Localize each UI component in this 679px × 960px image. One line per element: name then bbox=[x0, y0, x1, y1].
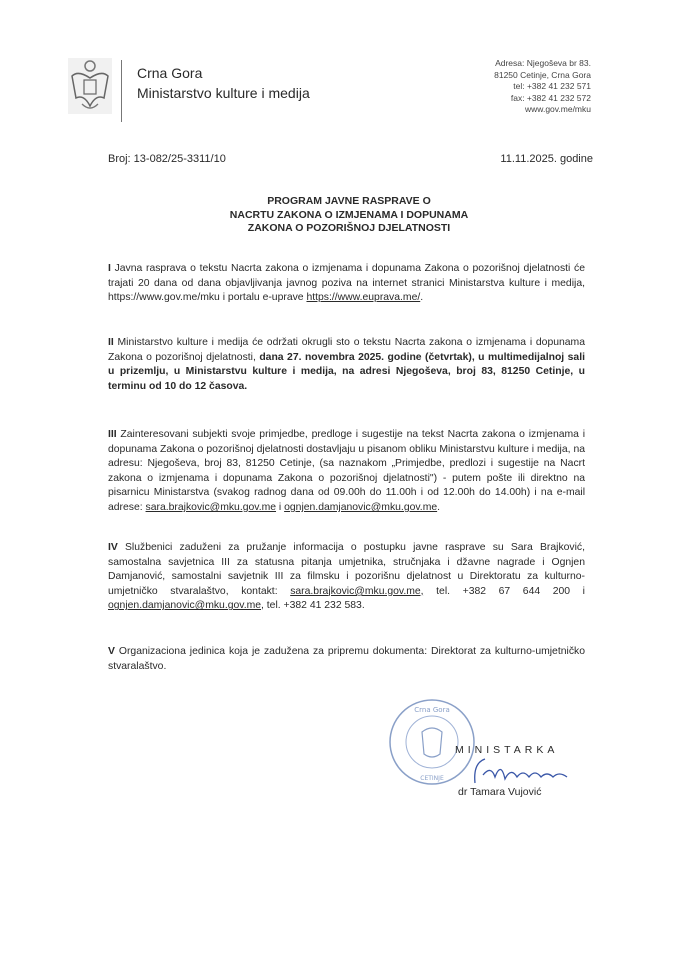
coat-of-arms-logo bbox=[68, 58, 112, 114]
phone-line: tel: +382 41 232 571 bbox=[513, 81, 591, 91]
section-number: III bbox=[108, 429, 117, 440]
meeting-details: dana 27. novembra 2025. godine (četvrtak), u multimedijalnoj sali u prizemlju, u Ministarstvu kulture i medija, na adresi Njegoševa, broj 83, 81250 Cetinje, u terminu od 10 do 12 časova. bbox=[108, 351, 585, 392]
section-text: Javna rasprava o tekstu Nacrta zakona o izmjenama i dopunama Zakona o pozorišnoj djelatnosti će trajati 20 dana od dana objavljivanja javnog poziva na internet stranici Ministarstva kulture i medija, https://www.gov.me/mku i portalu e-uprave bbox=[108, 263, 585, 304]
section-number: V bbox=[108, 646, 115, 657]
reference-number: Broj: 13-082/25-3311/10 bbox=[108, 153, 226, 165]
title-line: NACRTU ZAKONA O IZMJENAMA I DOPUNAMA bbox=[229, 208, 469, 221]
ministry-name: Ministarstvo kulture i medija bbox=[137, 85, 310, 101]
handwritten-signature bbox=[455, 755, 585, 787]
address-block bbox=[494, 58, 591, 116]
document-date: 11.11.2025. godine bbox=[500, 153, 593, 165]
address-line: 81250 Cetinje, Crna Gora bbox=[494, 69, 591, 80]
email-link[interactable]: ognjen.damjanovic@mku.gov.me bbox=[284, 501, 438, 513]
signatory-role: MINISTARKA bbox=[455, 744, 559, 756]
euprava-link[interactable]: https://www.euprava.me/ bbox=[306, 292, 421, 304]
email-link[interactable]: sara.brajkovic@mku.gov.me, bbox=[290, 585, 424, 597]
section-text: , tel. +382 41 232 583. bbox=[261, 600, 365, 612]
section-text: i bbox=[276, 501, 285, 513]
header-divider bbox=[121, 60, 122, 122]
fax-line: fax: +382 41 232 572 bbox=[510, 92, 591, 103]
svg-text:Crna Gora: Crna Gora bbox=[414, 706, 450, 714]
section-text: Službenici zaduženi za pružanje informacija o postupku javne rasprave su Sara Brajković, samostalna savjetnica III za statusna pitanja umjetnika, stručnjaka i džavne nagrade i Ognjen Damjanović, samostalni savjetnik III za filmsku i pozorišnu djelatnost u Direktoratu za kulturno-umjetničko stvaralaštvo, kontakt: bbox=[108, 542, 585, 597]
section-text: Ministarstvo kulture i medija će održati okrugli sto o tekstu Nacrta zakona o izmjenama i dopunama Zakona o pozorišnoj djelatnosti, bbox=[108, 337, 585, 363]
section-text: . bbox=[420, 292, 424, 304]
section-number: II bbox=[108, 337, 114, 348]
website-line: www.gov.me/mku bbox=[525, 104, 591, 114]
signatory-name: dr Tamara Vujović bbox=[458, 786, 542, 798]
title-line: PROGRAM JAVNE RASPRAVE O bbox=[267, 195, 431, 207]
section-4 bbox=[108, 541, 585, 614]
section-2 bbox=[108, 336, 585, 394]
section-text: tel. +382 67 644 200 i bbox=[423, 585, 585, 597]
title-line: ZAKONA O POZORIŠNOJ DJELATNOSTI bbox=[247, 222, 451, 234]
section-text: Organizaciona jedinica koja je zadužena za pripremu dokumenta: Direktorat za kulturno-umjetničko stvaralaštvo. bbox=[108, 646, 585, 672]
country-name: Crna Gora bbox=[137, 65, 203, 81]
section-number: I bbox=[108, 263, 111, 274]
svg-text:CETINJE: CETINJE bbox=[420, 775, 444, 782]
section-text: Zainteresovani subjekti svoje primjedbe, predloge i sugestije na tekst Nacrta zakona o izmjenama i dopunama Zakona o pozorišnoj djelatnosti dostavljaju u pisanom obliku Ministarstvu kulture i medija, na adresu: Njegoševa, broj 83, 81250 Cetinje, (sa naznakom „Primjedbe, predlozi i sugestije na Nacrt zakona o izmjenama i dopunama Zakona o pozorišnoj djelatnosti") - putem pošte ili direktno na pisarnicu Ministarstva (svakog radnog dana od 09.00h do 11.00h i od 12.00h do 14.00h) i na e-mail adrese: bbox=[108, 429, 585, 513]
address-line: Adresa: Njegoševa br 83. bbox=[495, 58, 591, 68]
section-number: IV bbox=[108, 542, 118, 553]
email-link[interactable]: ognjen.damjanovic@mku.gov.me bbox=[108, 600, 262, 612]
section-1 bbox=[108, 262, 585, 306]
section-3 bbox=[108, 428, 585, 516]
email-link[interactable]: sara.brajkovic@mku.gov.me bbox=[145, 501, 277, 513]
document-title bbox=[108, 195, 590, 236]
section-5 bbox=[108, 645, 585, 674]
section-text: . bbox=[437, 501, 441, 513]
